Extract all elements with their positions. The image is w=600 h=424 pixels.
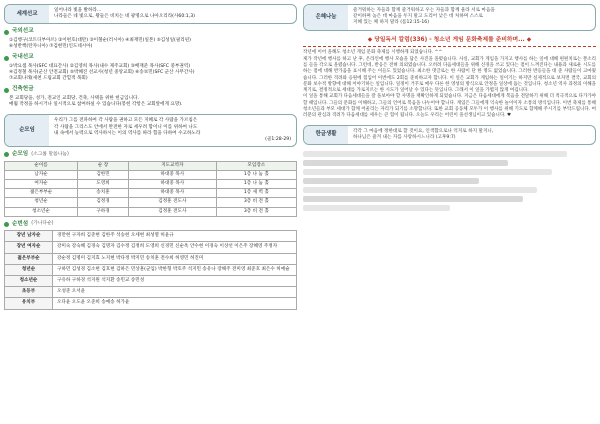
- bullet-icon: [4, 88, 9, 93]
- bullet-icon: [4, 152, 9, 157]
- table-row: [5, 198, 297, 207]
- section-title: 순모임: [12, 151, 29, 158]
- section-title: 건축헌금: [12, 86, 34, 93]
- column-title: ◆ 당일독서 칼럼(336) - 청소년 게임 문화축제를 준비하며... ◆: [303, 37, 596, 48]
- memory-verse: [348, 126, 595, 144]
- right-column: [303, 4, 596, 420]
- table-row: [5, 231, 297, 242]
- duty-names: 구유하 구하경 석지원 석지환 송민교 송민성: [53, 276, 297, 287]
- table-cell: 여자순: [5, 180, 78, 189]
- redacted-line: [303, 169, 552, 175]
- verse-line: 각 사람을 그리스도 안에서 완전한 자로 세우려 함이니 이를 위하여 나도: [54, 124, 198, 130]
- duty-names: 강미숙 강숙혜 김경숙 김명자 김수정 김정희 도영희 신경민 신순옥 안수현 이경숙 이상선 이은주 장혜영 주정자: [53, 242, 297, 253]
- table-cell: 젊은부부순: [5, 189, 78, 198]
- table-cell: 1층 새 벽 홀: [216, 189, 296, 198]
- duty-names: 경만현 구자희 김준현 김한주 석승헌 오세현 최성열 허윤규: [53, 231, 297, 242]
- verse-line: 즐거워하는 자들과 함께 즐거워하고 우는 자들과 함께 울라 서로 마음을: [353, 8, 495, 13]
- duty-role: 장년 남자순: [5, 231, 53, 242]
- table-cell: 하대중 목사: [128, 170, 216, 179]
- domestic-mission-section: [4, 54, 297, 82]
- verse-line: 우리가 그를 전파하여 각 사람을 권하고 모든 지혜로 각 사람을 가르침은: [54, 118, 198, 124]
- table-cell: 김정경: [78, 198, 129, 207]
- small-group-verse: [49, 115, 296, 146]
- mission-list-line: ①김행구(코트디부아르) ②이현호(대만) ③이철순(러시아) ④최재민(일본) ⑤김성일(필리핀): [9, 37, 191, 43]
- column-header: 모임장소: [216, 161, 296, 170]
- duty-role: 유치부: [5, 298, 53, 309]
- table-cell: 3층 비 전 홀: [216, 207, 296, 216]
- column-header: 순이름: [5, 161, 78, 170]
- column-paragraph: 작년에 이어 올해도 청소년 게임 문화 축제를 시행하게 되었습니다. ^^: [303, 50, 443, 56]
- grace-sharing-verse: [348, 5, 595, 30]
- table-row: [5, 242, 297, 253]
- verse-reference: (골1:28-29): [265, 136, 291, 142]
- column-header: 지도교역자: [128, 161, 216, 170]
- redacted-line: [303, 205, 450, 211]
- bullet-icon: [4, 222, 9, 227]
- bullet-icon: [4, 30, 9, 35]
- table-cell: 송치훈: [78, 189, 129, 198]
- table-row: [5, 287, 297, 298]
- small-groups-table: [4, 161, 297, 217]
- grace-sharing-box: [303, 4, 596, 31]
- bullet-icon: [4, 56, 9, 61]
- duty-names: 강순정 김명미 김지효 노지현 박다정 박지민 송치훈 전수희 허영민 허진미: [53, 253, 297, 264]
- small-group-verse-box: [4, 114, 297, 147]
- duty-role: 젊은부부순: [5, 253, 53, 264]
- duty-role: 청년순: [5, 264, 53, 275]
- table-cell: 김정훈 전도사: [128, 198, 216, 207]
- overseas-mission-section: [4, 28, 297, 50]
- building-fund-line: 매월 작정을 하시거나 일시적으로 참여하실 수 있습니다(봉헌 각항은 교회앞에게 요망).: [9, 102, 183, 108]
- mission-list-line: ①박요셉 목사(SFC 대표간사) ②김영희 목사(내수 제주교회) ③배재준 목사(SFC 중부권역): [9, 63, 191, 69]
- table-row: [5, 276, 297, 287]
- table-row: [5, 170, 297, 179]
- verse-line: 각각 그 마음에 정한대로 할 것이요, 인색함으로나 억지로 하지 말지니,: [353, 128, 494, 134]
- table-cell: 3층 비 전 홀: [216, 198, 296, 207]
- verse-line: 같이하며 높은 데 마음을 두지 말고 도리어 낮은 데 처하며 스스로: [353, 14, 483, 20]
- table-row: [5, 180, 297, 189]
- table-cell: 청소년순: [5, 207, 78, 216]
- section-title: 국내선교: [12, 54, 34, 61]
- table-cell: 김한민: [78, 170, 129, 179]
- redacted-line: [303, 160, 508, 166]
- section-title: 순번섬: [12, 220, 29, 227]
- verse-line: 하나님은 즐겨 내는 자를 사랑하시느니라 (고후9:7): [353, 134, 456, 140]
- verse-line: 나라들은 네 빛으로, 왕들은 비치는 네 광명으로 나아오리라(사60:1,3): [54, 14, 195, 20]
- duty-table: [4, 230, 297, 309]
- table-cell: 1층 나 눔 홀: [216, 170, 296, 179]
- column-paragraph: 제가 작년에 행사를 하고 난 후, 온라인에 행사 모습을 담은 사진을 올렸습니다. 사실, 교회가 게임을 가지고 행사를 하는 일에 대해 편편치로는 쭌소리를 들을 각오로 올렸습니다. 그런데, 반응은 전혀 의외였습니다. 오히려 다음세대들을 위해 신경을 쓰고 있다는 점이 느껴진다는 내용과 새로운 시도를 하는 점에 대해 반가움을 표시해 주는 이들도 있었습니다. 최소한 댓글로는 한 사람이 단 한 명도 없었습니다. 그러한 반응들을 대 준 사람들이 고마웠습니다. 그러한 격려와 응원에 힘입어 이번에도 2회를 준비하고자 합니다. 이 일은 교회가 게임하는 일이기는 하지만 실제적으로 보자면 결국, 교회의 문화 보수적 방향에 대해 이야기하는 일입니다. 일정이 거꾸로 매우 다른 한 영성의 방식으로 안정을 일상에 돕는 것입니다. 청소년 역사 과정의 이해을 계기로, 결정적으로 세대를 가로지르는 한 시도가 일어날 수 있다는 뜻입니다. 그래서 이 일을 가볍지 않게 여깁니다.: [303, 56, 596, 94]
- table-row: [5, 207, 297, 216]
- verse-line: 내 속에서 능력으로 역사하시는 이의 역사를 따라 힘을 다하여 수고하노라: [54, 130, 201, 136]
- table-cell: 남자순: [5, 170, 78, 179]
- verse-line: 지혜 있는 체 하지 말라 (롬12:15-16): [353, 20, 430, 26]
- table-cell: 1층 나 눔 홀: [216, 180, 296, 189]
- column-body: [303, 50, 596, 119]
- table-cell: 김정훈 전도사: [128, 207, 216, 216]
- table-row: [5, 189, 297, 198]
- duty-role: 청소년순: [5, 276, 53, 287]
- table-row: [5, 298, 297, 309]
- memory-verse-label: 한글생활: [304, 126, 348, 144]
- section-subtitle: (가나다순): [31, 221, 54, 227]
- table-cell: 청년순: [5, 198, 78, 207]
- small-group-verse-label: 순모임: [5, 115, 49, 146]
- mission-list-line: ⑦교회나래(새천 드림교회 간헐적 목회): [9, 76, 88, 82]
- table-cell: 도영희: [78, 180, 129, 189]
- world-mission-verse: [49, 5, 296, 23]
- redacted-line: [303, 187, 537, 193]
- world-mission-label: 세계선교: [5, 5, 49, 23]
- duty-names: 구하민 김성경 김소현 김호현 김하은 민상훈(군입) 박한형 박호주 석지민 송유나 장해주 전미영 최준호 최은수 허예슬: [53, 264, 297, 275]
- table-row: [5, 264, 297, 275]
- world-mission-box: [4, 4, 297, 24]
- duty-role: 장년 여자순: [5, 242, 53, 253]
- column-paragraph: 이 일을 통해 교회가 다음세대들을 잘 돌보아야 할 사명을 재확인하게 되었습니다. 지금은 다음세대에게 복음을 전달하기 위해 더 적극적으로 다가가야 할 때입니다. 그들의 문화를 이해하고, 그들의 언어로 복음을 나누어야 합니다. 게임은 그들에게 익숙한 놀이이자 소통의 방식입니다. 이번 축제를 통해 청소년들과 부모 세대가 함께 어울리는 자리가 되기를 소망합니다. 또한 교회 공동체 모두가 이 행사를 위해 기도로 함께해 주시기를 부탁드립니다. 여러분의 관심과 격려가 다음세대를 세우는 큰 힘이 됩니다. 오늘도 우리는 어린이 올선생님이고 있습니다. ♥: [303, 94, 596, 119]
- redacted-line: [303, 196, 523, 202]
- table-row: [5, 253, 297, 264]
- redacted-line: [303, 178, 479, 184]
- verse-line: 일어나라 빛을 발하라...: [54, 8, 102, 13]
- mission-list-line: ⑥성반핵(탄자니아) ⑦김현민(인도네시아): [9, 44, 93, 50]
- redacted-content: [303, 151, 596, 211]
- table-cell: 하대중 목사: [128, 180, 216, 189]
- building-fund-section: [4, 86, 297, 108]
- table-header-row: [5, 161, 297, 170]
- small-groups-section: [4, 151, 297, 217]
- redacted-line: [303, 151, 567, 157]
- duty-rotation-section: [4, 221, 297, 310]
- grace-sharing-label: 은혜나눔: [304, 5, 348, 30]
- mission-list-line: ④김정철 목사(군산 안전교회) ⑤박혜진 선교사(청년 중앙교회) ⑥송보민(SFC 군산 사무간사): [9, 70, 195, 76]
- section-title: 국외선교: [12, 28, 34, 35]
- table-cell: 하대중 목사: [128, 189, 216, 198]
- memory-verse-box: [303, 125, 596, 145]
- section-subtitle: (소그룹 말씀나눔): [31, 151, 69, 157]
- duty-names: 오성준 오서윤: [53, 287, 297, 298]
- duty-names: 오다윤 오도윤 오준희 송예송 허가윤: [53, 298, 297, 309]
- left-column: [4, 4, 297, 420]
- table-cell: 구하경: [78, 207, 129, 216]
- duty-role: 초등부: [5, 287, 53, 298]
- building-fund-line: 본 교회당을, 성가, 전교인 교회당, 건축, 사택을 위한 헌금입니다.: [9, 95, 139, 101]
- column-header: 순 장: [78, 161, 129, 170]
